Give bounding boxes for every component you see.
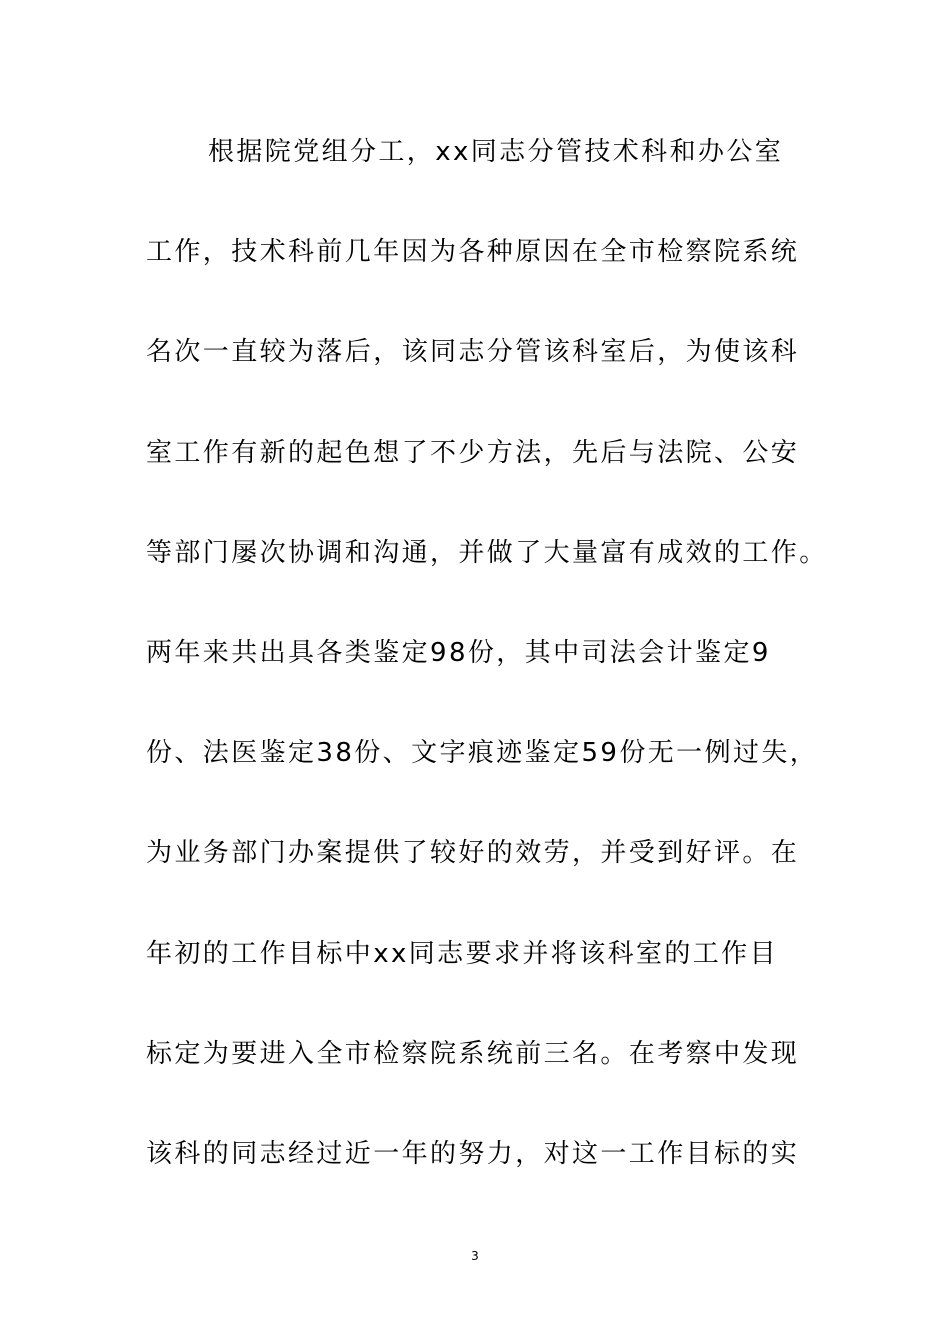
text-line: 份、法医鉴定38份、文字痕迹鉴定59份无一例过失， — [146, 738, 819, 769]
text-line: 年初的工作目标中xx同志要求并将该科室的工作目 — [146, 938, 778, 969]
text-line: 为业务部门办案提供了较好的效劳，并受到好评。在 — [146, 838, 800, 869]
text-line: 名次一直较为落后，该同志分管该科室后，为使该科 — [146, 337, 800, 368]
page-number: 3 — [471, 1249, 479, 1263]
text-line: 该科的同志经过近一年的努力，对这一工作目标的实 — [146, 1138, 800, 1169]
text-line: 等部门屡次协调和沟通，并做了大量富有成效的工作。 — [146, 537, 828, 568]
text-line: 室工作有新的起色想了不少方法，先后与法院、公安 — [146, 437, 800, 468]
text-line: 工作，技术科前几年因为各种原因在全市检察院系统 — [146, 237, 800, 268]
text-line: 根据院党组分工，xx同志分管技术科和办公室 — [208, 137, 784, 167]
body-paragraph — [146, 122, 826, 1224]
text-line: 两年来共出具各类鉴定98份，其中司法会计鉴定9 — [146, 637, 771, 668]
text-line: 标定为要进入全市检察院系统前三名。在考察中发现 — [146, 1038, 800, 1069]
